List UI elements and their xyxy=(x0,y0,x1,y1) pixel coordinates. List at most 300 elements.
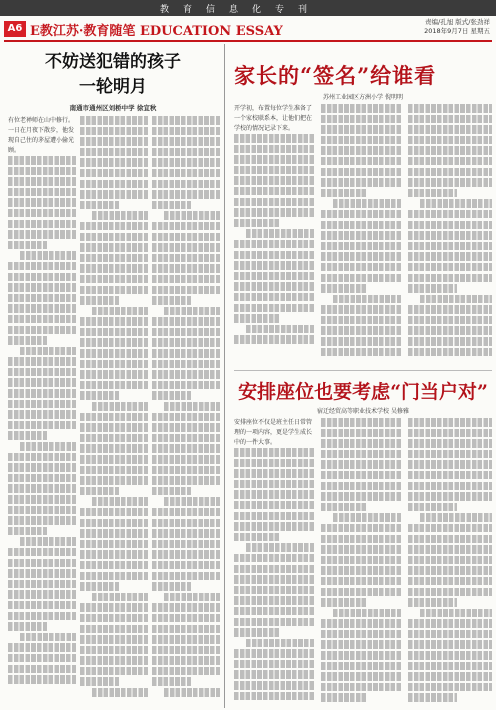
body-text-line xyxy=(408,125,492,134)
body-text-line xyxy=(234,628,280,637)
body-text-line xyxy=(152,603,220,612)
body-text-line xyxy=(8,378,76,387)
body-text-line xyxy=(152,434,220,443)
body-text-line xyxy=(8,241,47,250)
body-text-line xyxy=(8,495,76,504)
body-text-line xyxy=(152,667,220,676)
body-text-line xyxy=(152,317,220,326)
body-text-line xyxy=(408,524,492,533)
body-text-line xyxy=(321,556,401,565)
body-text-line xyxy=(152,116,220,125)
body-text-line xyxy=(152,127,220,136)
body-text-line xyxy=(164,307,220,316)
body-text-line xyxy=(234,448,314,457)
body-text-line xyxy=(408,640,492,649)
body-text-line xyxy=(321,588,401,597)
body-text-line xyxy=(234,575,314,584)
body-text-line xyxy=(152,455,220,464)
body-text-line xyxy=(8,156,76,165)
body-text-line xyxy=(321,630,401,639)
body-text-line xyxy=(234,618,314,627)
body-text-line xyxy=(234,607,314,616)
body-text-line xyxy=(420,609,492,618)
body-text-line xyxy=(408,566,492,575)
body-text-line xyxy=(321,210,401,219)
body-text-line xyxy=(152,582,191,591)
body-text-line xyxy=(80,233,148,242)
body-text-line xyxy=(80,328,148,337)
left-article-col2 xyxy=(80,116,148,706)
body-text-line xyxy=(8,453,76,462)
body-text-line xyxy=(80,275,148,284)
body-text-line xyxy=(408,146,492,155)
body-text-line xyxy=(152,275,220,284)
body-text-line xyxy=(80,391,119,400)
body-text-line xyxy=(8,431,47,440)
body-text-line xyxy=(234,166,314,175)
body-text-line xyxy=(8,188,76,197)
right-article1-byline: 苏州工业园区方洲小学 倪明明 xyxy=(323,94,403,101)
left-article-title xyxy=(8,50,218,100)
body-text-line xyxy=(8,601,76,610)
body-text-line xyxy=(321,221,401,230)
body-text-line xyxy=(234,490,314,499)
body-text-line xyxy=(408,630,492,639)
body-text-line xyxy=(234,565,314,574)
body-text-line xyxy=(8,315,76,324)
body-text-line xyxy=(80,625,148,634)
page-number-badge: A6 xyxy=(4,21,26,37)
body-text-line xyxy=(80,349,148,358)
body-text-line xyxy=(8,527,47,536)
body-text-line xyxy=(234,554,314,563)
body-text-line xyxy=(408,104,492,113)
body-text-line xyxy=(321,242,401,251)
body-text-line xyxy=(234,293,314,302)
body-text-line xyxy=(8,198,76,207)
body-text-line xyxy=(321,566,401,575)
body-text-line xyxy=(8,209,76,218)
body-text-line xyxy=(92,307,148,316)
body-text-line xyxy=(408,651,492,660)
body-text-line xyxy=(164,211,220,220)
body-text-line xyxy=(408,221,492,230)
body-text-line xyxy=(80,646,148,655)
body-text-line xyxy=(234,459,314,468)
body-text-line xyxy=(8,548,76,557)
body-text-line xyxy=(321,492,401,501)
body-text-line xyxy=(234,501,314,510)
body-text-line xyxy=(408,210,492,219)
body-text-line xyxy=(152,466,220,475)
body-text-line xyxy=(164,688,220,697)
body-text-line xyxy=(408,157,492,166)
body-text-line xyxy=(321,136,401,145)
body-text-line xyxy=(408,460,492,469)
body-text-line xyxy=(234,692,314,701)
body-text-line xyxy=(234,176,314,185)
left-article-col3 xyxy=(152,116,220,706)
body-text-line xyxy=(234,208,314,217)
body-text-line xyxy=(164,593,220,602)
body-text-line xyxy=(80,508,148,517)
right-article1-col3 xyxy=(408,104,492,366)
body-text-line xyxy=(152,254,220,263)
body-text-line xyxy=(20,251,76,260)
column-divider xyxy=(224,44,225,708)
body-text-line xyxy=(8,410,76,419)
body-text-line xyxy=(321,640,401,649)
body-text-line xyxy=(8,230,76,239)
body-text-line xyxy=(246,229,314,238)
body-text-line xyxy=(152,413,220,422)
body-text-line xyxy=(80,201,119,210)
body-text-line xyxy=(152,286,220,295)
body-text-line xyxy=(80,169,148,178)
body-text-line xyxy=(321,231,401,240)
right-article1-title: 家长的“签名”给谁看 xyxy=(234,63,437,88)
body-text-line xyxy=(80,360,148,369)
body-text-line xyxy=(234,512,314,521)
body-text-line xyxy=(321,252,401,261)
body-text-line xyxy=(321,178,401,187)
body-text-line xyxy=(408,178,492,187)
body-text-line xyxy=(246,325,314,334)
body-text-line xyxy=(152,519,220,528)
body-text-line xyxy=(80,116,148,125)
body-text-line xyxy=(8,304,76,313)
body-text-line xyxy=(408,418,492,427)
body-text-line xyxy=(8,294,76,303)
body-text-line xyxy=(234,335,314,344)
body-text-line xyxy=(80,487,119,496)
body-text-line xyxy=(8,474,76,483)
body-text-line xyxy=(408,252,492,261)
body-text-line xyxy=(234,304,314,313)
body-text-line xyxy=(80,222,148,231)
body-text-line xyxy=(234,251,314,260)
body-text-line xyxy=(80,603,148,612)
body-text-line xyxy=(152,614,220,623)
right-article1-col1 xyxy=(234,104,314,366)
body-text-line xyxy=(152,222,220,231)
body-text-line xyxy=(80,148,148,157)
body-text-line xyxy=(321,104,401,113)
body-text-line xyxy=(80,529,148,538)
left-article-col1 xyxy=(8,116,76,706)
body-text-line xyxy=(8,220,76,229)
body-text-line xyxy=(246,639,314,648)
body-text-line xyxy=(80,434,148,443)
body-text-line xyxy=(321,482,401,491)
body-text-line xyxy=(408,492,492,501)
body-text-line xyxy=(92,497,148,506)
body-text-line xyxy=(152,370,220,379)
body-text-line xyxy=(333,609,401,618)
right-article1-col2 xyxy=(321,104,401,366)
body-text-line xyxy=(321,284,367,293)
body-text-line xyxy=(408,672,492,681)
body-text-line xyxy=(234,145,314,154)
body-text-line xyxy=(234,134,314,143)
right-article1-lead: 开学初，布置每位学生准备了一个家校联系本，让他们把在学校的情况记录下来。 xyxy=(234,105,313,132)
left-article-lead: 有位老禅师在山中修行。一日在月夜下散步，他发现自己住的茅屋遭小偷光顾。 xyxy=(8,117,75,154)
edition-info xyxy=(370,18,490,36)
body-text-line xyxy=(234,681,314,690)
body-text-line xyxy=(234,240,314,249)
body-text-line xyxy=(80,582,119,591)
section-brand: E教江苏·教育随笔 EDUCATION ESSAY xyxy=(30,24,283,39)
body-text-line xyxy=(152,201,191,210)
body-text-line xyxy=(234,522,314,531)
body-text-line xyxy=(408,503,457,512)
body-text-line xyxy=(321,305,401,314)
body-text-line xyxy=(152,646,220,655)
body-text-line xyxy=(8,357,76,366)
body-text-line xyxy=(321,524,401,533)
body-text-line xyxy=(80,550,148,559)
body-text-line xyxy=(321,577,401,586)
body-text-line xyxy=(408,588,492,597)
body-text-line xyxy=(321,146,401,155)
body-text-line xyxy=(8,262,76,271)
body-text-line xyxy=(152,233,220,242)
body-text-line xyxy=(408,348,492,357)
body-text-line xyxy=(152,148,220,157)
body-text-line xyxy=(92,402,148,411)
edition-editors: 责编/孔旭 版式/张劲祥 xyxy=(425,18,490,26)
body-text-line xyxy=(234,219,280,228)
body-text-line xyxy=(80,519,148,528)
body-text-line xyxy=(321,503,367,512)
body-text-line xyxy=(8,654,76,663)
body-text-line xyxy=(246,543,314,552)
body-text-line xyxy=(80,180,148,189)
left-title-line1: 不妨送犯错的孩子 xyxy=(45,52,181,72)
body-text-line xyxy=(80,476,148,485)
body-text-line xyxy=(408,439,492,448)
left-title-line2: 一轮明月 xyxy=(79,77,147,97)
body-text-line xyxy=(8,569,76,578)
body-text-line xyxy=(234,155,314,164)
banner-title: 教育信息化专刊 xyxy=(160,5,322,15)
body-text-line xyxy=(8,506,76,515)
body-text-line xyxy=(8,559,76,568)
body-text-line xyxy=(408,556,492,565)
left-article-byline: 南通市通州区刘桥中学 徐宜秋 xyxy=(69,104,157,112)
body-text-line xyxy=(234,187,314,196)
body-text-line xyxy=(321,619,401,628)
body-text-line xyxy=(234,533,280,542)
body-text-line xyxy=(408,115,492,124)
body-text-line xyxy=(408,450,492,459)
body-text-line xyxy=(152,360,220,369)
body-text-line xyxy=(152,508,220,517)
right-article2-byline: 宿迁经贸高等职业技术学校 吴修雅 xyxy=(317,408,409,415)
body-text-line xyxy=(8,590,76,599)
body-text-line xyxy=(8,326,76,335)
body-text-line xyxy=(8,463,76,472)
body-text-line xyxy=(234,198,314,207)
body-text-line xyxy=(408,136,492,145)
body-text-line xyxy=(321,263,401,272)
body-text-line xyxy=(20,347,76,356)
body-text-line xyxy=(80,381,148,390)
body-text-line xyxy=(80,444,148,453)
body-text-line xyxy=(234,649,314,658)
body-text-line xyxy=(234,272,314,281)
body-text-line xyxy=(152,296,191,305)
body-text-line xyxy=(408,471,492,480)
body-text-line xyxy=(408,545,492,554)
right-article2-lead: 安排座位不仅是班主任日常管理的一项内容，更是学生成长中的一件大事。 xyxy=(234,419,313,446)
body-text-line xyxy=(80,455,148,464)
body-text-line xyxy=(408,693,457,702)
body-text-line xyxy=(321,157,401,166)
body-text-line xyxy=(8,665,76,674)
body-text-line xyxy=(80,423,148,432)
body-text-line xyxy=(80,677,119,686)
body-text-line xyxy=(321,545,401,554)
body-text-line xyxy=(164,497,220,506)
body-text-line xyxy=(8,622,47,631)
right-article2-col1 xyxy=(234,418,314,708)
body-text-line xyxy=(8,643,76,652)
body-text-line xyxy=(152,158,220,167)
body-text-line xyxy=(321,274,401,283)
body-text-line xyxy=(408,189,457,198)
body-text-line xyxy=(92,593,148,602)
body-text-line xyxy=(321,683,401,692)
body-text-line xyxy=(408,231,492,240)
body-text-line xyxy=(152,190,220,199)
body-text-line xyxy=(80,137,148,146)
body-text-line xyxy=(234,670,314,679)
body-text-line xyxy=(20,633,76,642)
body-text-line xyxy=(321,535,401,544)
body-text-line xyxy=(152,529,220,538)
right-article2-col2 xyxy=(321,418,401,708)
body-text-line xyxy=(408,263,492,272)
body-text-line xyxy=(333,513,401,522)
body-text-line xyxy=(408,662,492,671)
body-text-line xyxy=(8,675,76,684)
body-text-line xyxy=(80,190,148,199)
body-text-line xyxy=(20,442,76,451)
body-text-line xyxy=(321,672,401,681)
body-text-line xyxy=(408,305,492,314)
body-text-line xyxy=(321,662,401,671)
body-text-line xyxy=(321,651,401,660)
body-text-line xyxy=(80,656,148,665)
body-text-line xyxy=(152,540,220,549)
body-text-line xyxy=(408,429,492,438)
body-text-line xyxy=(8,516,76,525)
body-text-line xyxy=(408,337,492,346)
body-text-line xyxy=(152,349,220,358)
body-text-line xyxy=(8,400,76,409)
body-text-line xyxy=(164,402,220,411)
body-text-line xyxy=(408,284,457,293)
edition-date: 2018年9月7日 星期五 xyxy=(424,27,490,35)
body-text-line xyxy=(8,421,76,430)
body-text-line xyxy=(152,391,191,400)
body-text-line xyxy=(152,476,220,485)
body-text-line xyxy=(152,137,220,146)
body-text-line xyxy=(80,466,148,475)
body-text-line xyxy=(333,199,401,208)
body-text-line xyxy=(80,286,148,295)
body-text-line xyxy=(321,348,401,357)
body-text-line xyxy=(420,513,492,522)
body-text-line xyxy=(321,439,401,448)
body-text-line xyxy=(80,540,148,549)
body-text-line xyxy=(234,586,314,595)
body-text-line xyxy=(152,169,220,178)
body-text-line xyxy=(80,635,148,644)
body-text-line xyxy=(8,177,76,186)
body-text-line xyxy=(234,314,280,323)
body-text-line xyxy=(321,598,367,607)
body-text-line xyxy=(8,283,76,292)
body-text-line xyxy=(92,211,148,220)
body-text-line xyxy=(80,296,119,305)
body-text-line xyxy=(408,168,492,177)
body-text-line xyxy=(80,370,148,379)
top-banner xyxy=(0,0,496,16)
body-text-line xyxy=(321,450,401,459)
body-text-line xyxy=(8,484,76,493)
body-text-line xyxy=(408,683,492,692)
body-text-line xyxy=(152,550,220,559)
body-text-line xyxy=(234,596,314,605)
body-text-line xyxy=(152,381,220,390)
body-text-line xyxy=(152,328,220,337)
body-text-line xyxy=(152,561,220,570)
body-text-line xyxy=(321,460,401,469)
body-text-line xyxy=(333,295,401,304)
body-text-line xyxy=(152,180,220,189)
body-text-line xyxy=(234,480,314,489)
body-text-line xyxy=(80,667,148,676)
article-separator xyxy=(234,370,492,371)
body-text-line xyxy=(321,168,401,177)
body-text-line xyxy=(80,614,148,623)
body-text-line xyxy=(234,282,314,291)
body-text-line xyxy=(321,316,401,325)
body-text-line xyxy=(408,242,492,251)
body-text-line xyxy=(408,274,492,283)
body-text-line xyxy=(152,264,220,273)
body-text-line xyxy=(321,189,367,198)
body-text-line xyxy=(8,167,76,176)
body-text-line xyxy=(152,677,191,686)
body-text-line xyxy=(80,338,148,347)
body-text-line xyxy=(420,295,492,304)
body-text-line xyxy=(152,635,220,644)
right-article2-col3 xyxy=(408,418,492,708)
body-text-line xyxy=(152,572,220,581)
body-text-line xyxy=(80,243,148,252)
body-text-line xyxy=(80,127,148,136)
body-text-line xyxy=(234,469,314,478)
body-text-line xyxy=(408,619,492,628)
body-text-line xyxy=(321,429,401,438)
body-text-line xyxy=(321,115,401,124)
body-text-line xyxy=(80,572,148,581)
body-text-line xyxy=(321,418,401,427)
body-text-line xyxy=(8,580,76,589)
